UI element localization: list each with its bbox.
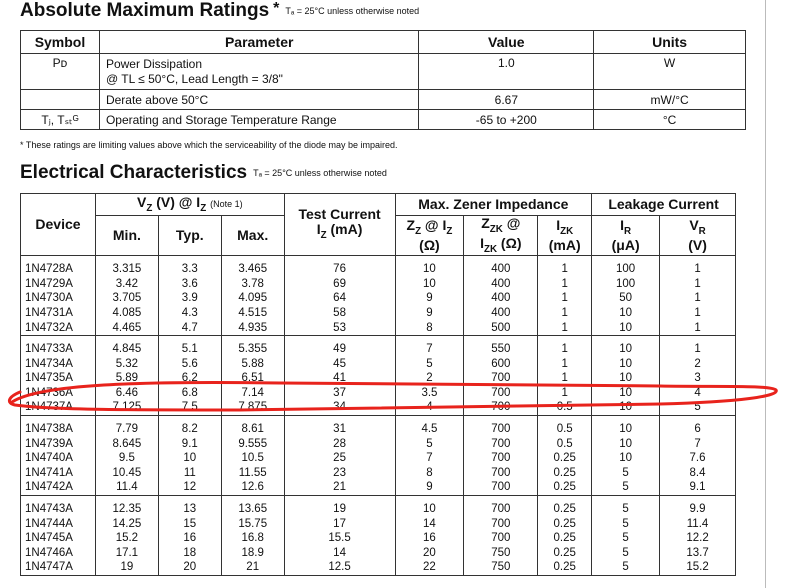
cell-vz-typ: 6.8 (158, 386, 221, 401)
cell-vz-max: 4.935 (221, 321, 284, 336)
amr-units: mW/°C (594, 90, 746, 110)
amr-units: °C (594, 110, 746, 130)
cell-zz: 8 (395, 466, 464, 481)
cell-zz: 5 (395, 357, 464, 372)
amr-footnote: * These ratings are limiting values above which the serviceability of the diode may be impaired. (20, 140, 398, 150)
page-edge-line (765, 0, 766, 588)
cell-zz: 10 (395, 262, 464, 277)
cell-ir: 10 (592, 306, 660, 321)
amr-title: Absolute Maximum Ratings * Tₐ = 25°C unless otherwise noted (20, 0, 420, 21)
cell-ir: 50 (592, 291, 660, 306)
cell-vz-min: 5.32 (95, 357, 158, 372)
table-row (21, 560, 736, 575)
cell-vz-min: 19 (95, 560, 158, 575)
cell-zzk: 700 (464, 502, 538, 517)
cell-izk: 0.25 (538, 466, 592, 481)
cell-vz-min: 8.645 (95, 437, 158, 452)
table-row (21, 400, 736, 415)
cell-ir: 10 (592, 400, 660, 415)
cell-vz-max: 4.515 (221, 306, 284, 321)
cell-vz-typ: 10 (158, 451, 221, 466)
table-row (21, 291, 736, 306)
cell-vz-max: 15.75 (221, 517, 284, 532)
cell-vr: 1 (660, 342, 736, 357)
cell-zz: 4 (395, 400, 464, 415)
cell-zzk: 700 (464, 451, 538, 466)
cell-vz-typ: 5.1 (158, 342, 221, 357)
ec-table (20, 193, 736, 576)
cell-vz-typ: 3.6 (158, 277, 221, 292)
cell-test-current: 34 (284, 400, 395, 415)
cell-vz-min: 3.42 (95, 277, 158, 292)
cell-vr: 12.2 (660, 531, 736, 546)
cell-test-current: 76 (284, 262, 395, 277)
cell-zzk: 700 (464, 400, 538, 415)
cell-zzk: 400 (464, 306, 538, 321)
cell-test-current: 49 (284, 342, 395, 357)
cell-izk: 1 (538, 371, 592, 386)
ec-h-leakage: Leakage Current (592, 194, 736, 216)
cell-vz-min: 7.79 (95, 422, 158, 437)
cell-zzk: 750 (464, 560, 538, 575)
cell-zz: 10 (395, 277, 464, 292)
cell-device: 1N4733A (21, 342, 96, 357)
cell-test-current: 25 (284, 451, 395, 466)
cell-zzk: 700 (464, 422, 538, 437)
cell-izk: 1 (538, 262, 592, 277)
cell-vz-min: 17.1 (95, 546, 158, 561)
cell-ir: 10 (592, 451, 660, 466)
cell-device: 1N4732A (21, 321, 96, 336)
amr-h-value: Value (419, 31, 594, 54)
cell-ir: 10 (592, 371, 660, 386)
cell-ir: 5 (592, 517, 660, 532)
cell-ir: 5 (592, 466, 660, 481)
amr-param: Operating and Storage Temperature Range (99, 110, 419, 130)
cell-zz: 7 (395, 342, 464, 357)
table-row (21, 502, 736, 517)
cell-test-current: 28 (284, 437, 395, 452)
amr-units: W (594, 54, 746, 90)
cell-device: 1N4740A (21, 451, 96, 466)
table-row (21, 321, 736, 336)
cell-vz-max: 7.875 (221, 400, 284, 415)
cell-izk: 1 (538, 277, 592, 292)
cell-vz-typ: 6.2 (158, 371, 221, 386)
amr-row (21, 54, 746, 90)
cell-ir: 5 (592, 546, 660, 561)
cell-vz-max: 11.55 (221, 466, 284, 481)
cell-device: 1N4730A (21, 291, 96, 306)
cell-izk: 0.25 (538, 480, 592, 495)
cell-vr: 8.4 (660, 466, 736, 481)
ec-h-zzk: $Z_{ZK}$ @ $I_{ZK}$ (Ω) (464, 216, 538, 256)
ec-condition: Tₐ = 25°C unless otherwise noted (253, 167, 387, 178)
table-row (21, 437, 736, 452)
cell-test-current: 23 (284, 466, 395, 481)
cell-vz-max: 16.8 (221, 531, 284, 546)
cell-ir: 100 (592, 262, 660, 277)
cell-ir: 5 (592, 560, 660, 575)
amr-condition: Tₐ = 25°C unless otherwise noted (285, 5, 420, 16)
cell-test-current: 41 (284, 371, 395, 386)
ec-title: Electrical Characteristics Tₐ = 25°C unless otherwise noted (20, 162, 387, 183)
ec-h-vz: $V_Z$ (V) @ $I_Z$ (Note 1) (95, 194, 284, 216)
cell-vz-min: 14.25 (95, 517, 158, 532)
cell-vr: 13.7 (660, 546, 736, 561)
cell-vz-max: 10.5 (221, 451, 284, 466)
cell-device: 1N4735A (21, 371, 96, 386)
cell-izk: 1 (538, 291, 592, 306)
cell-zzk: 700 (464, 437, 538, 452)
cell-zzk: 700 (464, 386, 538, 401)
cell-izk: 0.25 (538, 517, 592, 532)
table-row (21, 546, 736, 561)
ec-h-device: Device (21, 194, 96, 256)
ec-header-row-1 (21, 194, 736, 216)
cell-test-current: 17 (284, 517, 395, 532)
cell-ir: 10 (592, 357, 660, 372)
cell-zzk: 400 (464, 262, 538, 277)
cell-vz-min: 6.46 (95, 386, 158, 401)
amr-h-units: Units (594, 31, 746, 54)
cell-vr: 9.1 (660, 480, 736, 495)
cell-izk: 0.25 (538, 546, 592, 561)
amr-value: -65 to +200 (419, 110, 594, 130)
cell-izk: 1 (538, 386, 592, 401)
table-row (21, 451, 736, 466)
cell-izk: 0.25 (538, 451, 592, 466)
cell-vz-typ: 18 (158, 546, 221, 561)
cell-test-current: 14 (284, 546, 395, 561)
cell-vz-typ: 7.5 (158, 400, 221, 415)
cell-vz-typ: 4.7 (158, 321, 221, 336)
table-row (21, 342, 736, 357)
cell-vr: 11.4 (660, 517, 736, 532)
cell-vz-max: 13.65 (221, 502, 284, 517)
cell-vz-typ: 3.9 (158, 291, 221, 306)
amr-row (21, 90, 746, 110)
table-row (21, 531, 736, 546)
cell-zz: 16 (395, 531, 464, 546)
ec-h-ir: $I_R$ (μA) (592, 216, 660, 256)
amr-param: Power Dissipation @ TL ≤ 50°C, Lead Length = 3/8" (99, 54, 419, 90)
cell-zzk: 600 (464, 357, 538, 372)
cell-test-current: 53 (284, 321, 395, 336)
cell-vr: 3 (660, 371, 736, 386)
cell-zz: 22 (395, 560, 464, 575)
cell-ir: 5 (592, 502, 660, 517)
cell-izk: 1 (538, 357, 592, 372)
cell-zzk: 750 (464, 546, 538, 561)
cell-vr: 15.2 (660, 560, 736, 575)
cell-device: 1N4729A (21, 277, 96, 292)
cell-zz: 4.5 (395, 422, 464, 437)
cell-zz: 5 (395, 437, 464, 452)
cell-vz-typ: 15 (158, 517, 221, 532)
cell-device: 1N4734A (21, 357, 96, 372)
ec-h-izk: $I_{ZK}$ (mA) (538, 216, 592, 256)
cell-device: 1N4747A (21, 560, 96, 575)
cell-zzk: 700 (464, 466, 538, 481)
amr-param: Derate above 50°C (99, 90, 419, 110)
cell-device: 1N4745A (21, 531, 96, 546)
cell-test-current: 15.5 (284, 531, 395, 546)
cell-vr: 7 (660, 437, 736, 452)
cell-ir: 10 (592, 342, 660, 357)
ec-h-zz: $Z_Z$ @ $I_Z$ (Ω) (395, 216, 464, 256)
cell-vr: 5 (660, 400, 736, 415)
cell-vz-max: 21 (221, 560, 284, 575)
amr-symbol: Pᴅ (21, 54, 100, 90)
cell-vz-min: 15.2 (95, 531, 158, 546)
cell-zzk: 700 (464, 531, 538, 546)
cell-device: 1N4736A (21, 386, 96, 401)
cell-zz: 9 (395, 480, 464, 495)
cell-vz-min: 10.45 (95, 466, 158, 481)
cell-device: 1N4738A (21, 422, 96, 437)
cell-test-current: 31 (284, 422, 395, 437)
cell-vr: 6 (660, 422, 736, 437)
table-row (21, 262, 736, 277)
cell-ir: 5 (592, 480, 660, 495)
cell-zzk: 500 (464, 321, 538, 336)
cell-vz-min: 3.705 (95, 291, 158, 306)
table-row (21, 466, 736, 481)
cell-vz-max: 3.465 (221, 262, 284, 277)
cell-test-current: 64 (284, 291, 395, 306)
table-row (21, 386, 736, 401)
cell-vz-min: 4.465 (95, 321, 158, 336)
cell-vz-min: 5.89 (95, 371, 158, 386)
cell-device: 1N4743A (21, 502, 96, 517)
amr-star: * (273, 0, 280, 17)
cell-vz-min: 7.125 (95, 400, 158, 415)
cell-vr: 1 (660, 321, 736, 336)
cell-izk: 0.5 (538, 422, 592, 437)
cell-vz-typ: 13 (158, 502, 221, 517)
cell-zz: 3.5 (395, 386, 464, 401)
cell-test-current: 58 (284, 306, 395, 321)
cell-zzk: 700 (464, 480, 538, 495)
cell-test-current: 69 (284, 277, 395, 292)
cell-zz: 7 (395, 451, 464, 466)
ec-h-typ: Typ. (158, 216, 221, 256)
cell-vz-typ: 4.3 (158, 306, 221, 321)
amr-symbol: Tⱼ, Tₛₜᴳ (21, 110, 100, 130)
cell-vr: 4 (660, 386, 736, 401)
cell-zzk: 550 (464, 342, 538, 357)
cell-zz: 8 (395, 321, 464, 336)
cell-vz-max: 5.88 (221, 357, 284, 372)
cell-device: 1N4739A (21, 437, 96, 452)
cell-vz-typ: 12 (158, 480, 221, 495)
table-row (21, 306, 736, 321)
table-row (21, 371, 736, 386)
cell-vr: 1 (660, 277, 736, 292)
cell-vz-max: 8.61 (221, 422, 284, 437)
cell-vz-max: 4.095 (221, 291, 284, 306)
cell-vz-min: 9.5 (95, 451, 158, 466)
ec-h-zener: Max. Zener Impedance (395, 194, 592, 216)
amr-table (20, 30, 746, 130)
cell-zz: 20 (395, 546, 464, 561)
cell-izk: 0.5 (538, 400, 592, 415)
cell-device: 1N4746A (21, 546, 96, 561)
table-row (21, 422, 736, 437)
cell-device: 1N4744A (21, 517, 96, 532)
cell-zz: 2 (395, 371, 464, 386)
cell-vz-typ: 16 (158, 531, 221, 546)
cell-test-current: 12.5 (284, 560, 395, 575)
cell-vz-max: 18.9 (221, 546, 284, 561)
amr-value: 1.0 (419, 54, 594, 90)
amr-row (21, 110, 746, 130)
cell-vr: 9.9 (660, 502, 736, 517)
cell-izk: 1 (538, 342, 592, 357)
cell-device: 1N4731A (21, 306, 96, 321)
amr-header-row (21, 31, 746, 54)
cell-vz-min: 11.4 (95, 480, 158, 495)
ec-h-vr: $V_R$ (V) (660, 216, 736, 256)
cell-izk: 0.25 (538, 560, 592, 575)
table-row (21, 517, 736, 532)
cell-test-current: 37 (284, 386, 395, 401)
table-row (21, 357, 736, 372)
cell-vz-max: 5.355 (221, 342, 284, 357)
cell-vz-typ: 20 (158, 560, 221, 575)
cell-zz: 9 (395, 291, 464, 306)
cell-izk: 1 (538, 306, 592, 321)
table-row (21, 277, 736, 292)
cell-izk: 1 (538, 321, 592, 336)
cell-ir: 100 (592, 277, 660, 292)
ec-h-test-current: Test Current $I_Z$ (mA) (284, 194, 395, 256)
cell-izk: 0.25 (538, 531, 592, 546)
cell-device: 1N4728A (21, 262, 96, 277)
cell-zzk: 400 (464, 291, 538, 306)
cell-vz-min: 3.315 (95, 262, 158, 277)
cell-vz-min: 4.085 (95, 306, 158, 321)
cell-vz-max: 7.14 (221, 386, 284, 401)
cell-vz-max: 3.78 (221, 277, 284, 292)
ec-h-max: Max. (221, 216, 284, 256)
cell-vr: 1 (660, 291, 736, 306)
cell-test-current: 19 (284, 502, 395, 517)
cell-ir: 5 (592, 531, 660, 546)
cell-zz: 9 (395, 306, 464, 321)
cell-ir: 10 (592, 321, 660, 336)
cell-device: 1N4741A (21, 466, 96, 481)
cell-vz-typ: 9.1 (158, 437, 221, 452)
amr-h-symbol: Symbol (21, 31, 100, 54)
cell-zzk: 700 (464, 517, 538, 532)
cell-vz-max: 12.6 (221, 480, 284, 495)
cell-vz-typ: 11 (158, 466, 221, 481)
table-row (21, 480, 736, 495)
cell-vz-max: 9.555 (221, 437, 284, 452)
amr-value: 6.67 (419, 90, 594, 110)
cell-vr: 2 (660, 357, 736, 372)
ec-h-min: Min. (95, 216, 158, 256)
cell-vr: 1 (660, 262, 736, 277)
cell-zzk: 700 (464, 371, 538, 386)
cell-vz-typ: 5.6 (158, 357, 221, 372)
cell-ir: 10 (592, 386, 660, 401)
cell-ir: 10 (592, 422, 660, 437)
cell-vr: 1 (660, 306, 736, 321)
cell-izk: 0.5 (538, 437, 592, 452)
cell-zzk: 400 (464, 277, 538, 292)
cell-test-current: 45 (284, 357, 395, 372)
cell-device: 1N4742A (21, 480, 96, 495)
ec-body (21, 256, 736, 576)
cell-vz-max: 6.51 (221, 371, 284, 386)
cell-ir: 10 (592, 437, 660, 452)
cell-vz-min: 12.35 (95, 502, 158, 517)
cell-vz-min: 4.845 (95, 342, 158, 357)
cell-device: 1N4737A (21, 400, 96, 415)
cell-test-current: 21 (284, 480, 395, 495)
amr-h-parameter: Parameter (99, 31, 419, 54)
cell-izk: 0.25 (538, 502, 592, 517)
cell-zz: 10 (395, 502, 464, 517)
cell-vz-typ: 3.3 (158, 262, 221, 277)
cell-zz: 14 (395, 517, 464, 532)
cell-vz-typ: 8.2 (158, 422, 221, 437)
cell-vr: 7.6 (660, 451, 736, 466)
